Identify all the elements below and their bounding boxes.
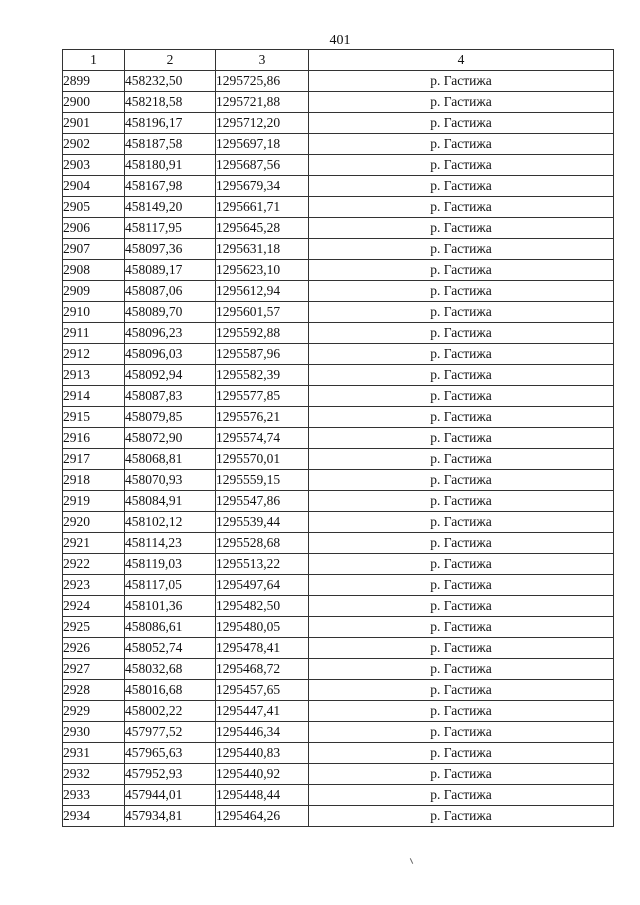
y-coordinate-cell: 1295645,28 — [216, 218, 309, 239]
column-header-1: 1 — [63, 50, 125, 71]
y-coordinate-cell: 1295601,57 — [216, 302, 309, 323]
y-coordinate-cell: 1295721,88 — [216, 92, 309, 113]
table-row — [63, 260, 614, 281]
table-row — [63, 596, 614, 617]
description-cell: р. Гастижа — [309, 680, 614, 701]
y-coordinate-cell: 1295574,74 — [216, 428, 309, 449]
point-number-cell: 2915 — [63, 407, 125, 428]
table-row — [63, 617, 614, 638]
y-coordinate-cell: 1295513,22 — [216, 554, 309, 575]
x-coordinate-cell: 457977,52 — [125, 722, 216, 743]
page-number: 401 — [329, 33, 351, 48]
point-number-cell: 2913 — [63, 365, 125, 386]
x-coordinate-cell: 458070,93 — [125, 470, 216, 491]
table-row — [63, 134, 614, 155]
table-row — [63, 806, 614, 827]
table-row — [63, 680, 614, 701]
description-cell: р. Гастижа — [309, 743, 614, 764]
coordinates-table — [62, 49, 614, 827]
y-coordinate-cell: 1295697,18 — [216, 134, 309, 155]
description-cell: р. Гастижа — [309, 554, 614, 575]
y-coordinate-cell: 1295559,15 — [216, 470, 309, 491]
table-row — [63, 533, 614, 554]
table-row — [63, 323, 614, 344]
description-cell: р. Гастижа — [309, 617, 614, 638]
description-cell: р. Гастижа — [309, 155, 614, 176]
x-coordinate-cell: 458032,68 — [125, 659, 216, 680]
description-cell: р. Гастижа — [309, 806, 614, 827]
y-coordinate-cell: 1295679,34 — [216, 176, 309, 197]
description-cell: р. Гастижа — [309, 470, 614, 491]
table-row — [63, 701, 614, 722]
table-row — [63, 218, 614, 239]
x-coordinate-cell: 458002,22 — [125, 701, 216, 722]
point-number-cell: 2925 — [63, 617, 125, 638]
y-coordinate-cell: 1295577,85 — [216, 386, 309, 407]
column-header-2: 2 — [125, 50, 216, 71]
description-cell: р. Гастижа — [309, 533, 614, 554]
y-coordinate-cell: 1295592,88 — [216, 323, 309, 344]
description-cell: р. Гастижа — [309, 449, 614, 470]
x-coordinate-cell: 457944,01 — [125, 785, 216, 806]
y-coordinate-cell: 1295446,34 — [216, 722, 309, 743]
point-number-cell: 2929 — [63, 701, 125, 722]
table-row — [63, 428, 614, 449]
point-number-cell: 2926 — [63, 638, 125, 659]
y-coordinate-cell: 1295457,65 — [216, 680, 309, 701]
point-number-cell: 2900 — [63, 92, 125, 113]
point-number-cell: 2912 — [63, 344, 125, 365]
point-number-cell: 2914 — [63, 386, 125, 407]
y-coordinate-cell: 1295623,10 — [216, 260, 309, 281]
column-header-4: 4 — [309, 50, 614, 71]
x-coordinate-cell: 458086,61 — [125, 617, 216, 638]
point-number-cell: 2934 — [63, 806, 125, 827]
x-coordinate-cell: 458097,36 — [125, 239, 216, 260]
table-row — [63, 512, 614, 533]
description-cell: р. Гастижа — [309, 302, 614, 323]
table-row — [63, 113, 614, 134]
description-cell: р. Гастижа — [309, 218, 614, 239]
x-coordinate-cell: 458117,95 — [125, 218, 216, 239]
x-coordinate-cell: 457965,63 — [125, 743, 216, 764]
point-number-cell: 2903 — [63, 155, 125, 176]
description-cell: р. Гастижа — [309, 575, 614, 596]
point-number-cell: 2904 — [63, 176, 125, 197]
x-coordinate-cell: 458096,23 — [125, 323, 216, 344]
description-cell: р. Гастижа — [309, 197, 614, 218]
y-coordinate-cell: 1295582,39 — [216, 365, 309, 386]
point-number-cell: 2905 — [63, 197, 125, 218]
point-number-cell: 2901 — [63, 113, 125, 134]
description-cell: р. Гастижа — [309, 176, 614, 197]
x-coordinate-cell: 458114,23 — [125, 533, 216, 554]
y-coordinate-cell: 1295576,21 — [216, 407, 309, 428]
point-number-cell: 2927 — [63, 659, 125, 680]
description-cell: р. Гастижа — [309, 428, 614, 449]
table-row — [63, 239, 614, 260]
x-coordinate-cell: 458087,06 — [125, 281, 216, 302]
scan-mark — [410, 858, 413, 864]
table-row — [63, 365, 614, 386]
x-coordinate-cell: 458092,94 — [125, 365, 216, 386]
point-number-cell: 2917 — [63, 449, 125, 470]
y-coordinate-cell: 1295539,44 — [216, 512, 309, 533]
description-cell: р. Гастижа — [309, 386, 614, 407]
point-number-cell: 2902 — [63, 134, 125, 155]
table-row — [63, 659, 614, 680]
y-coordinate-cell: 1295712,20 — [216, 113, 309, 134]
table-row — [63, 638, 614, 659]
description-cell: р. Гастижа — [309, 344, 614, 365]
description-cell: р. Гастижа — [309, 113, 614, 134]
table-row — [63, 449, 614, 470]
table-header-row — [63, 50, 614, 71]
x-coordinate-cell: 458052,74 — [125, 638, 216, 659]
y-coordinate-cell: 1295482,50 — [216, 596, 309, 617]
description-cell: р. Гастижа — [309, 785, 614, 806]
x-coordinate-cell: 458149,20 — [125, 197, 216, 218]
x-coordinate-cell: 458072,90 — [125, 428, 216, 449]
x-coordinate-cell: 457952,93 — [125, 764, 216, 785]
point-number-cell: 2899 — [63, 71, 125, 92]
description-cell: р. Гастижа — [309, 596, 614, 617]
description-cell: р. Гастижа — [309, 638, 614, 659]
y-coordinate-cell: 1295440,83 — [216, 743, 309, 764]
table-row — [63, 470, 614, 491]
x-coordinate-cell: 458232,50 — [125, 71, 216, 92]
y-coordinate-cell: 1295528,68 — [216, 533, 309, 554]
description-cell: р. Гастижа — [309, 701, 614, 722]
y-coordinate-cell: 1295468,72 — [216, 659, 309, 680]
x-coordinate-cell: 457934,81 — [125, 806, 216, 827]
y-coordinate-cell: 1295478,41 — [216, 638, 309, 659]
table-row — [63, 743, 614, 764]
description-cell: р. Гастижа — [309, 407, 614, 428]
y-coordinate-cell: 1295464,26 — [216, 806, 309, 827]
point-number-cell: 2911 — [63, 323, 125, 344]
point-number-cell: 2919 — [63, 491, 125, 512]
point-number-cell: 2928 — [63, 680, 125, 701]
table-row — [63, 344, 614, 365]
x-coordinate-cell: 458068,81 — [125, 449, 216, 470]
y-coordinate-cell: 1295570,01 — [216, 449, 309, 470]
table-row — [63, 764, 614, 785]
description-cell: р. Гастижа — [309, 260, 614, 281]
point-number-cell: 2910 — [63, 302, 125, 323]
x-coordinate-cell: 458117,05 — [125, 575, 216, 596]
x-coordinate-cell: 458079,85 — [125, 407, 216, 428]
description-cell: р. Гастижа — [309, 134, 614, 155]
point-number-cell: 2931 — [63, 743, 125, 764]
point-number-cell: 2924 — [63, 596, 125, 617]
description-cell: р. Гастижа — [309, 764, 614, 785]
point-number-cell: 2930 — [63, 722, 125, 743]
table-row — [63, 71, 614, 92]
point-number-cell: 2909 — [63, 281, 125, 302]
x-coordinate-cell: 458016,68 — [125, 680, 216, 701]
y-coordinate-cell: 1295440,92 — [216, 764, 309, 785]
table-row — [63, 176, 614, 197]
x-coordinate-cell: 458089,17 — [125, 260, 216, 281]
x-coordinate-cell: 458101,36 — [125, 596, 216, 617]
table-row — [63, 407, 614, 428]
description-cell: р. Гастижа — [309, 722, 614, 743]
x-coordinate-cell: 458187,58 — [125, 134, 216, 155]
x-coordinate-cell: 458084,91 — [125, 491, 216, 512]
table-row — [63, 155, 614, 176]
table-row — [63, 302, 614, 323]
description-cell: р. Гастижа — [309, 365, 614, 386]
x-coordinate-cell: 458089,70 — [125, 302, 216, 323]
y-coordinate-cell: 1295497,64 — [216, 575, 309, 596]
y-coordinate-cell: 1295631,18 — [216, 239, 309, 260]
point-number-cell: 2923 — [63, 575, 125, 596]
table-row — [63, 722, 614, 743]
y-coordinate-cell: 1295587,96 — [216, 344, 309, 365]
table-row — [63, 386, 614, 407]
x-coordinate-cell: 458096,03 — [125, 344, 216, 365]
point-number-cell: 2933 — [63, 785, 125, 806]
x-coordinate-cell: 458180,91 — [125, 155, 216, 176]
table-row — [63, 281, 614, 302]
table-row — [63, 785, 614, 806]
description-cell: р. Гастижа — [309, 92, 614, 113]
description-cell: р. Гастижа — [309, 512, 614, 533]
point-number-cell: 2920 — [63, 512, 125, 533]
y-coordinate-cell: 1295447,41 — [216, 701, 309, 722]
description-cell: р. Гастижа — [309, 659, 614, 680]
description-cell: р. Гастижа — [309, 239, 614, 260]
x-coordinate-cell: 458196,17 — [125, 113, 216, 134]
point-number-cell: 2908 — [63, 260, 125, 281]
y-coordinate-cell: 1295480,05 — [216, 617, 309, 638]
x-coordinate-cell: 458218,58 — [125, 92, 216, 113]
point-number-cell: 2918 — [63, 470, 125, 491]
table-row — [63, 197, 614, 218]
description-cell: р. Гастижа — [309, 71, 614, 92]
column-header-3: 3 — [216, 50, 309, 71]
description-cell: р. Гастижа — [309, 281, 614, 302]
x-coordinate-cell: 458119,03 — [125, 554, 216, 575]
y-coordinate-cell: 1295547,86 — [216, 491, 309, 512]
table-row — [63, 491, 614, 512]
x-coordinate-cell: 458102,12 — [125, 512, 216, 533]
y-coordinate-cell: 1295612,94 — [216, 281, 309, 302]
point-number-cell: 2922 — [63, 554, 125, 575]
point-number-cell: 2906 — [63, 218, 125, 239]
table-row — [63, 92, 614, 113]
table-row — [63, 575, 614, 596]
point-number-cell: 2907 — [63, 239, 125, 260]
point-number-cell: 2921 — [63, 533, 125, 554]
table-body — [63, 71, 614, 827]
description-cell: р. Гастижа — [309, 323, 614, 344]
y-coordinate-cell: 1295661,71 — [216, 197, 309, 218]
x-coordinate-cell: 458167,98 — [125, 176, 216, 197]
table-row — [63, 554, 614, 575]
description-cell: р. Гастижа — [309, 491, 614, 512]
y-coordinate-cell: 1295448,44 — [216, 785, 309, 806]
y-coordinate-cell: 1295687,56 — [216, 155, 309, 176]
y-coordinate-cell: 1295725,86 — [216, 71, 309, 92]
point-number-cell: 2916 — [63, 428, 125, 449]
x-coordinate-cell: 458087,83 — [125, 386, 216, 407]
point-number-cell: 2932 — [63, 764, 125, 785]
